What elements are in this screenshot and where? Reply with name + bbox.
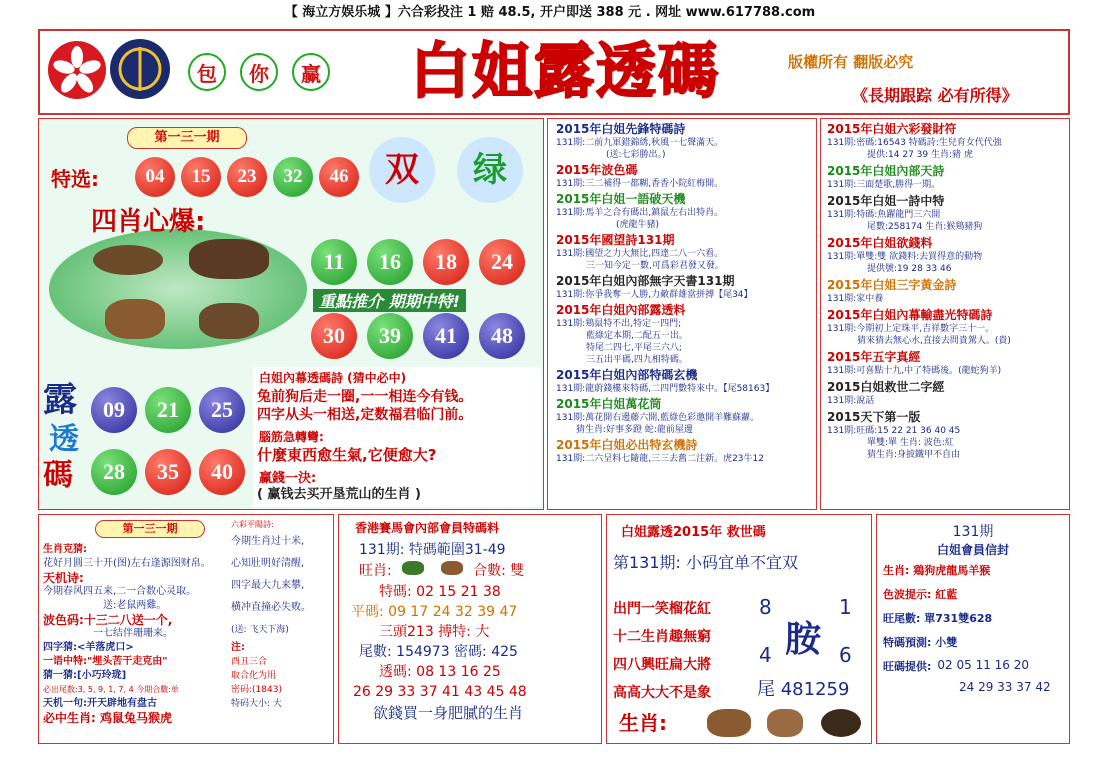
list-item: 2015年白姐六彩發財符 131期:密碼:16543 特碼詩:生兒育女代代強 提供:14 27 39 生肖:豬 虎 xyxy=(827,122,1002,160)
list-item: 2015年白姐三字黃金詩 131期:家中養 xyxy=(827,278,957,304)
color-hint: 色波提示: 紅藍 xyxy=(883,588,958,601)
riddle-answer: ( 赢钱去买开垦荒山的生肖 ) xyxy=(257,487,421,502)
list-item: 2015年白姐一語破天機 131期:馬羊之合有碼出,鎮鼠左右出特肖。 (虎龍牛豬) xyxy=(556,192,724,230)
pill-ying: 赢 xyxy=(292,53,330,91)
special-ball: 15 xyxy=(181,157,221,197)
list-item: 2015年白姐內部特碼玄機 131期:龍蔚錢樓來特碼,二四門數特來中。【尾58163】 xyxy=(556,368,775,394)
wangma-line-1: 02 05 11 16 20 xyxy=(937,658,1030,672)
pill-bao: 包 xyxy=(188,53,226,91)
item-text: 必中生肖: 鸡鼠兔马猴虎 xyxy=(43,711,172,725)
poem-header: 六彩平陽詩: xyxy=(231,520,274,529)
poem-line: 横冲直撞必失败。 xyxy=(231,602,311,613)
dog-icon xyxy=(199,303,259,339)
special-ball: 23 xyxy=(227,157,267,197)
item-text: 生肖克猜: xyxy=(43,544,87,555)
horse-icon xyxy=(707,709,751,737)
riddle-title: 腦筋急轉彎: xyxy=(259,430,324,444)
special-ball: 04 xyxy=(135,157,175,197)
lu-ball: 09 xyxy=(91,387,137,433)
num-4: 4 xyxy=(759,643,772,667)
item-text: 天机一句:开天辟地有盘古 xyxy=(43,698,157,709)
item-text: 波色码:十三二八送一个, xyxy=(43,613,173,627)
item-text: 送:老鼠两雞。 xyxy=(103,600,167,611)
period-title: 131期 xyxy=(952,524,994,540)
snake-icon xyxy=(821,709,861,737)
rat-icon xyxy=(441,561,463,575)
period-text: 第131期: 小码宜单不宜双 xyxy=(613,553,799,572)
number-ball: 11 xyxy=(311,239,357,285)
page-title: 白姐露透碼 xyxy=(410,37,720,107)
deer-icon xyxy=(767,709,803,737)
range-line: 131期: 特碼範圍31-49 xyxy=(359,542,506,558)
item-text: 四字猜:<羊落虎口> xyxy=(43,642,134,653)
number-ball: 18 xyxy=(423,239,469,285)
wang-label: 旺肖: xyxy=(359,563,392,579)
poem-title: 白姐內幕透碼詩 (猜中必中) xyxy=(259,371,407,385)
shengxiao-label: 生肖: xyxy=(619,711,667,735)
verse-line: 四八興旺扁大將 xyxy=(613,657,711,673)
num-6: 6 xyxy=(839,643,852,667)
verse-line: 十二生肖趣無窮 xyxy=(613,629,711,645)
list-item: 2015年波色碼 131期:三二補得一都糊,香香小院紅梅開。 xyxy=(556,163,724,189)
lu-ball: 28 xyxy=(91,449,137,495)
weishu-line: 尾數: 154973 密碼: 425 xyxy=(359,644,518,660)
bottom-panel-3 xyxy=(606,514,872,744)
panel-header: 香港賽馬會內部會員特碼料 xyxy=(355,521,500,535)
item-text: 猜一猜:[小巧玲珑] xyxy=(43,670,127,681)
number-ball: 16 xyxy=(367,239,413,285)
note-line: 取合化为用 xyxy=(231,671,277,681)
footer-line: 欲錢買一身肥膩的生肖 xyxy=(373,704,524,722)
number-ball: 39 xyxy=(367,313,413,359)
num-1: 1 xyxy=(839,595,852,619)
left-panel xyxy=(38,118,544,510)
animal-oval xyxy=(49,229,307,349)
four-xiao-heading: 四肖心爆: xyxy=(91,207,206,237)
middle-list xyxy=(547,118,817,510)
right-list xyxy=(820,118,1070,510)
top-banner: 【 海立方娱乐城 】六合彩投注 1 赔 48.5, 开户即送 388 元 . 网址 www.617788.com xyxy=(284,5,816,20)
hk-flower-logo-icon xyxy=(48,41,106,99)
item-text: 一语中特:"埋头苦干走克由" xyxy=(43,656,168,667)
poem-box xyxy=(253,367,541,507)
verse-line: 出門一笑榴花紅 xyxy=(613,601,711,617)
note-label: 注: xyxy=(231,642,245,653)
lu-char: 露 xyxy=(43,380,77,420)
period-badge: 第一三一期 xyxy=(95,520,205,538)
list-item: 2015年白姐萬花筒 131期:萬花開右邊藤六開,藍綠色彩邀開羊難蘇蘿。 猜生肖:好事多蹬 蛇:龍前屋邊 xyxy=(556,397,760,435)
list-item: 2015年白姐內部露透料 131期:鶏鼠特不出,特定一四門; 藍綠定本期,二配五一出。 特尾二四七,平尾三六八; 三五出平碼,四九相特碼。 xyxy=(556,303,688,365)
period-badge: 第一三一期 xyxy=(127,127,247,149)
special-ball: 32 xyxy=(273,157,313,197)
tou-char: 透 xyxy=(49,422,79,457)
riddle-answer-title: 赢錢一決: xyxy=(259,471,317,486)
poem-line: 四字最大九来攀, xyxy=(231,580,305,591)
special-label: 特选: xyxy=(51,167,99,191)
list-item: 2015年國望詩131期 131期:國望之力大無比,四達二八一六看。 三一知今定一數,可爲彩君發又發。 xyxy=(556,233,724,271)
slogan-text: 《長期跟踪 必有所得》 xyxy=(852,86,1018,105)
wangwei-line: 旺尾數: 單731雙628 xyxy=(883,612,993,625)
subtitle: 白姐會員信封 xyxy=(936,543,1009,557)
tema-line: 特碼: 02 15 21 38 xyxy=(379,584,501,600)
item-text: 花好月圓三十开(图)左右逢源图财帛。 xyxy=(43,558,211,569)
emblem-logo-icon xyxy=(110,39,170,99)
special-size: 特码大小: 大 xyxy=(231,699,282,709)
dragon-icon xyxy=(402,561,424,575)
list-item: 2015年白姐欲錢料 131期:單雙:雙 欲錢料:去買得意的動物 提供號:19 28 33 46 xyxy=(827,236,983,274)
poem-line: (送: 飞天下海) xyxy=(231,625,289,635)
special-ball: 46 xyxy=(319,157,359,197)
wangma-label: 旺碼提供: xyxy=(883,660,932,673)
item-text: 一七结伴珊珊来。 xyxy=(93,628,173,639)
number-ball: 24 xyxy=(479,239,525,285)
bottom-panel-2 xyxy=(338,514,602,744)
list-item: 2015年白姐內部天詩 131期:三面楚歌,勝得一期。 xyxy=(827,164,945,190)
number-ball: 41 xyxy=(423,313,469,359)
list-item: 2015年白姐一詩中特 131期:特碼:魚躍龍門三六開 尾數:258174 生肖:猴鶏豬狗 xyxy=(827,194,983,232)
bottom-panel-1 xyxy=(38,514,334,744)
poem-line: 心知肚明好清醒, xyxy=(231,558,305,569)
list-item: 2015天下第一版 131期:旺碼:15 22 21 36 40 45 單雙:單 生肖: 波色:紅 猜生肖:身披鐵甲不自由 xyxy=(827,410,961,460)
list-item: 2015年五字真經 131期:可喜點十九,中了特碼後。(龍蛇狗羊) xyxy=(827,350,1002,376)
lu-ball: 35 xyxy=(145,449,191,495)
header xyxy=(38,29,1070,115)
list-item: 2015年白姐先鋒特碼詩 131期:二前九軍錯錦綉,秋風一七聲滿天。 (送:七彩勝出。) xyxy=(556,122,724,160)
rabbit-icon xyxy=(105,299,165,339)
pig-icon xyxy=(189,239,269,279)
list-item: 2015年白姐必出特玄機詩 131期:二六呈料七隨龍,三三去舊二注新。虎23牛12 xyxy=(556,438,764,464)
verse-line: 高高大大不是象 xyxy=(613,685,711,701)
number-ball: 30 xyxy=(311,313,357,359)
riddle-question: 什麼東西愈生氣,它便愈大? xyxy=(257,446,437,464)
pingma-line: 平碼: 09 17 24 32 39 47 xyxy=(351,604,518,620)
poem-line: 四字从头一相送,定数福君临门前。 xyxy=(257,407,473,423)
numbers-line: 26 29 33 37 41 43 45 48 xyxy=(353,684,527,700)
green-badge: 绿 xyxy=(457,137,523,203)
big-char: 胺 xyxy=(785,619,822,660)
recommend-banner: 重點推介 期期中特! xyxy=(313,289,466,312)
wangma-line-2: 24 29 33 37 42 xyxy=(959,680,1051,694)
lu-ball: 25 xyxy=(199,387,245,433)
copyright-text: 版權所有 翻版必究 xyxy=(788,53,914,71)
poem-line: 今期生肖过十米, xyxy=(231,536,305,547)
item-text: 天机诗: xyxy=(43,571,84,585)
number-ball: 48 xyxy=(479,313,525,359)
ma-char: 碼 xyxy=(43,458,73,493)
heshu-text: 合數: 雙 xyxy=(473,563,525,579)
poem-line: 兔前狗后走一圈,一一相连今有钱。 xyxy=(257,389,473,405)
list-item: 2015年白姐內幕輸盡光特碼詩 131期:今期初上定珠平,吉祥數字三十一。 猜來猜去無心水,直接去問貴駕人。(貴) xyxy=(827,308,1011,346)
bottom-panel-4 xyxy=(876,514,1070,744)
num-8: 8 xyxy=(759,595,772,619)
note-line: 酉丑三合 xyxy=(231,657,268,667)
list-item: 2015年白姐內部無字天書131期 131期:你爭我奪一人勝,力敵群雄當拼搏【尾34】 xyxy=(556,274,753,300)
list-item: 2015白姐救世二字經 131期:說話 xyxy=(827,380,945,406)
santou-line: 三頭213 搏特: 大 xyxy=(379,624,490,640)
password-line: 密码:(1843) xyxy=(231,685,282,695)
panel-header: 白姐露透2015年 救世碼 xyxy=(621,525,766,540)
shengxiao-line: 生肖: 鶏狗虎龍馬羊猴 xyxy=(883,564,991,577)
rat-icon xyxy=(93,245,163,275)
lu-ball: 21 xyxy=(145,387,191,433)
pill-ni: 你 xyxy=(240,53,278,91)
touma-line: 透碼: 08 13 16 25 xyxy=(379,664,501,680)
item-text: 今期春风四五来,二一合数心灵取。 xyxy=(43,586,197,597)
forecast-line: 特碼預測: 小雙 xyxy=(883,636,958,649)
lu-ball: 40 xyxy=(199,449,245,495)
double-badge: 双 xyxy=(369,137,435,203)
tail-text: 尾 481259 xyxy=(757,679,850,700)
item-text: 必出尾数:3, 5, 9, 1, 7, 4 今期合數:单 xyxy=(43,685,179,694)
